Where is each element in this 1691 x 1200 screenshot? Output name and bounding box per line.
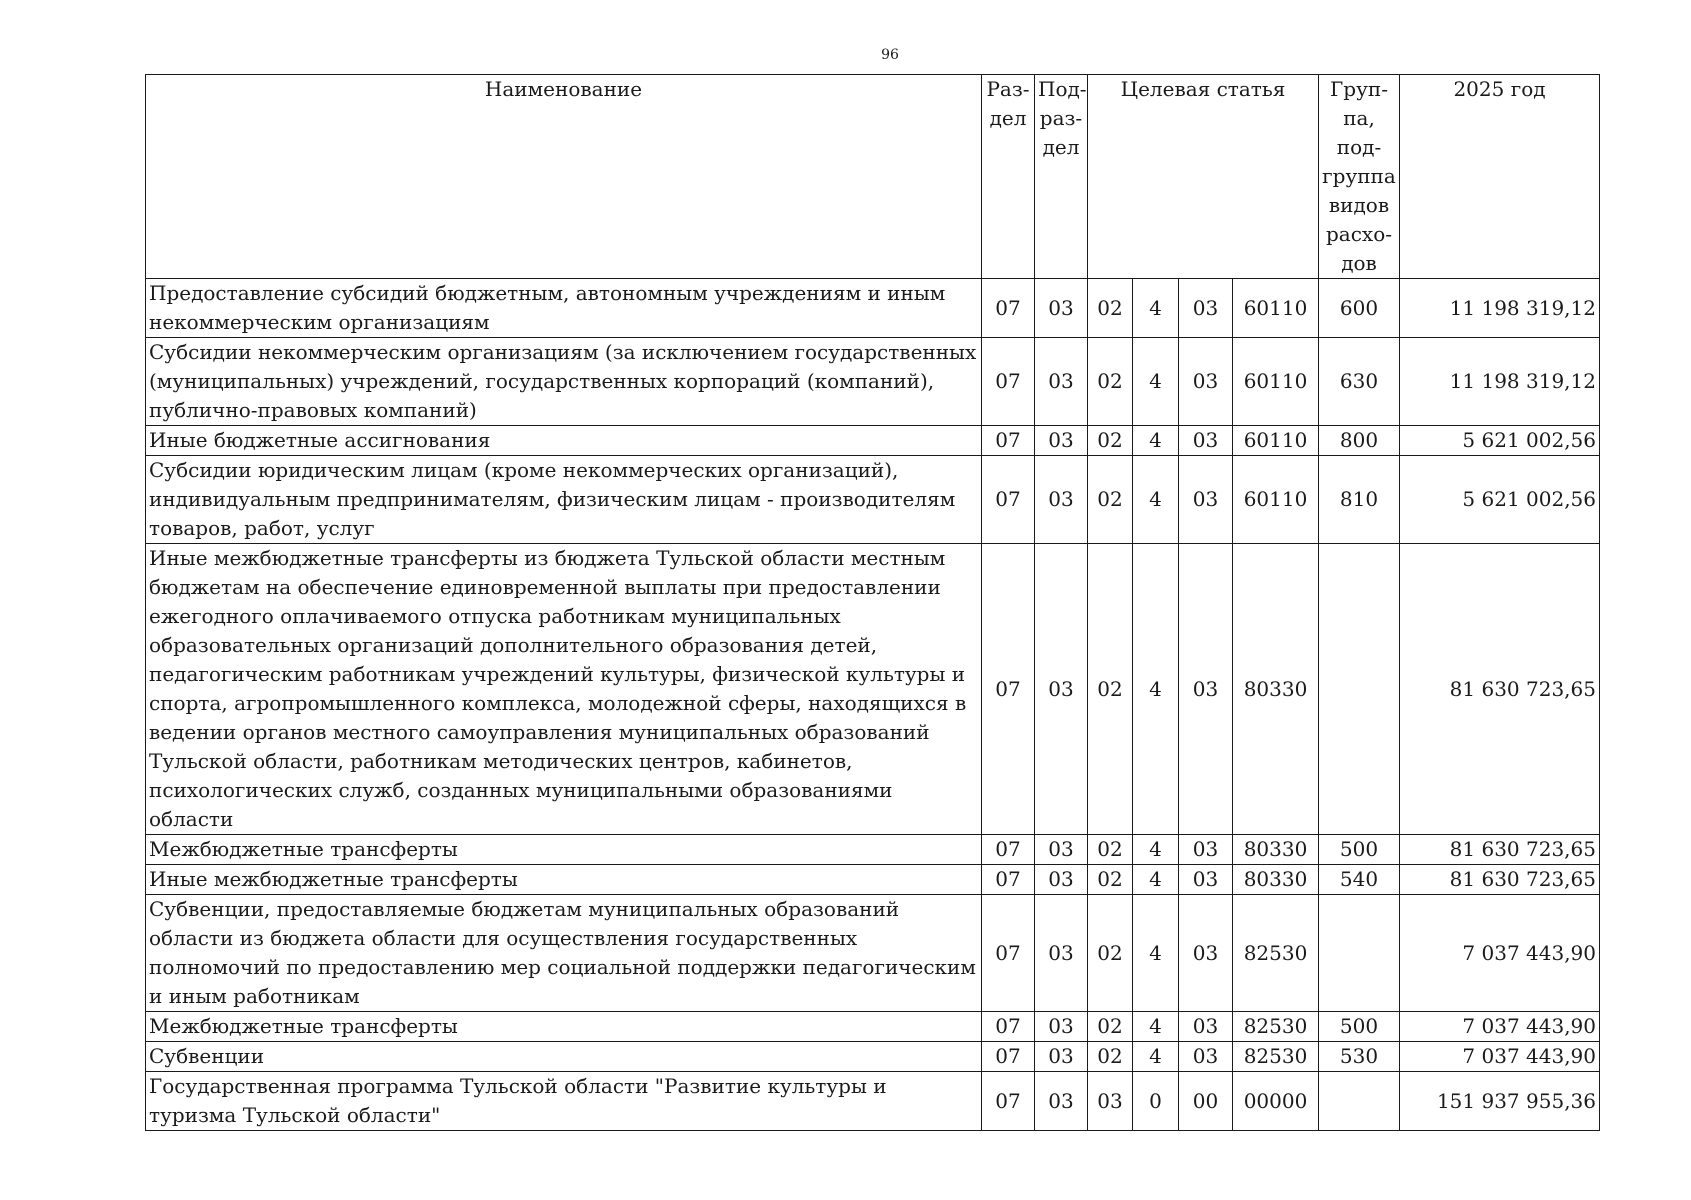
row-target-article-part-4: 82530 xyxy=(1233,1012,1319,1042)
row-target-article-part-2: 4 xyxy=(1133,1012,1179,1042)
row-name: Субвенции xyxy=(146,1042,982,1072)
row-target-article-part-4: 80330 xyxy=(1233,544,1319,835)
row-name: Межбюджетные трансферты xyxy=(146,1012,982,1042)
row-expense-group: 530 xyxy=(1319,1042,1400,1072)
row-target-article-part-4: 00000 xyxy=(1233,1072,1319,1131)
row-expense-group xyxy=(1319,895,1400,1012)
row-target-article-part-2: 4 xyxy=(1133,279,1179,338)
row-target-article-part-4: 60110 xyxy=(1233,338,1319,426)
table-body xyxy=(146,279,1600,1131)
row-name: Иные межбюджетные трансферты из бюджета Тульской области местным бюджетам на обеспечение единовременной выплаты при предоставлении ежегодного оплачиваемого отпуска работникам муниципальных образовательных организаций дополнительного образования детей, педагогическим работникам учреждений культуры, физической культуры и спорта, агропромышленного комплекса, молодежной сферы, находящихся в ведении органов местного самоуправления муниципальных образований Тульской области, работникам методических центров, кабинетов, психологических служб, созданных муниципальными образованиями области xyxy=(146,544,982,835)
table-row xyxy=(146,865,1600,895)
row-section: 07 xyxy=(982,279,1035,338)
row-expense-group: 500 xyxy=(1319,1012,1400,1042)
row-subsection: 03 xyxy=(1035,456,1088,544)
row-expense-group: 800 xyxy=(1319,426,1400,456)
row-target-article-part-3: 03 xyxy=(1179,835,1233,865)
row-subsection: 03 xyxy=(1035,895,1088,1012)
row-name: Предоставление субсидий бюджетным, автономным учреждениям и иным некоммерческим организациям xyxy=(146,279,982,338)
row-section: 07 xyxy=(982,1012,1035,1042)
row-target-article-part-1: 02 xyxy=(1088,1012,1133,1042)
row-target-article-part-2: 4 xyxy=(1133,456,1179,544)
row-target-article-part-2: 4 xyxy=(1133,835,1179,865)
header-name: Наименование xyxy=(146,75,982,279)
table-row xyxy=(146,1012,1600,1042)
row-subsection: 03 xyxy=(1035,338,1088,426)
row-section: 07 xyxy=(982,895,1035,1012)
row-target-article-part-4: 80330 xyxy=(1233,835,1319,865)
row-amount: 7 037 443,90 xyxy=(1400,1012,1600,1042)
table-row xyxy=(146,426,1600,456)
row-target-article-part-2: 4 xyxy=(1133,544,1179,835)
budget-table xyxy=(145,74,1600,1131)
row-target-article-part-3: 03 xyxy=(1179,279,1233,338)
row-target-article-part-1: 02 xyxy=(1088,279,1133,338)
header-expense-group: Груп- па, под- группа видов расхо- дов xyxy=(1319,75,1400,279)
row-target-article-part-4: 82530 xyxy=(1233,1042,1319,1072)
row-target-article-part-2: 4 xyxy=(1133,895,1179,1012)
row-target-article-part-1: 02 xyxy=(1088,426,1133,456)
row-subsection: 03 xyxy=(1035,835,1088,865)
table-row xyxy=(146,835,1600,865)
row-target-article-part-4: 82530 xyxy=(1233,895,1319,1012)
row-target-article-part-4: 60110 xyxy=(1233,456,1319,544)
row-amount: 81 630 723,65 xyxy=(1400,835,1600,865)
header-section: Раз- дел xyxy=(982,75,1035,279)
row-name: Государственная программа Тульской области "Развитие культуры и туризма Тульской области" xyxy=(146,1072,982,1131)
row-amount: 81 630 723,65 xyxy=(1400,865,1600,895)
row-target-article-part-3: 03 xyxy=(1179,865,1233,895)
row-section: 07 xyxy=(982,1072,1035,1131)
table-row xyxy=(146,895,1600,1012)
row-expense-group: 630 xyxy=(1319,338,1400,426)
row-target-article-part-1: 02 xyxy=(1088,544,1133,835)
table-row xyxy=(146,1072,1600,1131)
row-section: 07 xyxy=(982,1042,1035,1072)
row-target-article-part-2: 4 xyxy=(1133,865,1179,895)
header-row xyxy=(146,75,1600,279)
row-target-article-part-3: 03 xyxy=(1179,1012,1233,1042)
row-amount: 81 630 723,65 xyxy=(1400,544,1600,835)
row-amount: 11 198 319,12 xyxy=(1400,279,1600,338)
row-target-article-part-3: 03 xyxy=(1179,895,1233,1012)
table-row xyxy=(146,338,1600,426)
row-amount: 5 621 002,56 xyxy=(1400,456,1600,544)
row-target-article-part-3: 03 xyxy=(1179,456,1233,544)
row-subsection: 03 xyxy=(1035,1042,1088,1072)
row-name: Субсидии некоммерческим организациям (за исключением государственных (муниципальных) учреждений, государственных корпораций (компаний), публично-правовых компаний) xyxy=(146,338,982,426)
row-expense-group: 500 xyxy=(1319,835,1400,865)
header-subsection: Под- раз- дел xyxy=(1035,75,1088,279)
row-target-article-part-2: 0 xyxy=(1133,1072,1179,1131)
row-expense-group: 600 xyxy=(1319,279,1400,338)
table-row xyxy=(146,544,1600,835)
row-subsection: 03 xyxy=(1035,865,1088,895)
row-section: 07 xyxy=(982,338,1035,426)
row-expense-group xyxy=(1319,1072,1400,1131)
row-target-article-part-3: 03 xyxy=(1179,1042,1233,1072)
row-section: 07 xyxy=(982,865,1035,895)
row-target-article-part-3: 03 xyxy=(1179,426,1233,456)
row-expense-group: 540 xyxy=(1319,865,1400,895)
row-section: 07 xyxy=(982,456,1035,544)
row-target-article-part-1: 03 xyxy=(1088,1072,1133,1131)
row-target-article-part-4: 80330 xyxy=(1233,865,1319,895)
table-row xyxy=(146,456,1600,544)
row-target-article-part-3: 00 xyxy=(1179,1072,1233,1131)
row-target-article-part-1: 02 xyxy=(1088,1042,1133,1072)
row-target-article-part-3: 03 xyxy=(1179,544,1233,835)
header-target-article: Целевая статья xyxy=(1088,75,1319,279)
row-target-article-part-4: 60110 xyxy=(1233,426,1319,456)
row-subsection: 03 xyxy=(1035,1012,1088,1042)
row-amount: 5 621 002,56 xyxy=(1400,426,1600,456)
row-target-article-part-1: 02 xyxy=(1088,835,1133,865)
row-name: Иные межбюджетные трансферты xyxy=(146,865,982,895)
row-subsection: 03 xyxy=(1035,279,1088,338)
row-target-article-part-1: 02 xyxy=(1088,865,1133,895)
row-target-article-part-2: 4 xyxy=(1133,426,1179,456)
row-section: 07 xyxy=(982,426,1035,456)
row-subsection: 03 xyxy=(1035,544,1088,835)
row-name: Субсидии юридическим лицам (кроме некоммерческих организаций), индивидуальным предпринимателям, физическим лицам - производителям товаров, работ, услуг xyxy=(146,456,982,544)
row-amount: 151 937 955,36 xyxy=(1400,1072,1600,1131)
row-section: 07 xyxy=(982,544,1035,835)
header-year: 2025 год xyxy=(1400,75,1600,279)
row-expense-group xyxy=(1319,544,1400,835)
row-target-article-part-3: 03 xyxy=(1179,338,1233,426)
row-amount: 11 198 319,12 xyxy=(1400,338,1600,426)
row-name: Иные бюджетные ассигнования xyxy=(146,426,982,456)
row-target-article-part-2: 4 xyxy=(1133,1042,1179,1072)
row-amount: 7 037 443,90 xyxy=(1400,895,1600,1012)
row-name: Межбюджетные трансферты xyxy=(146,835,982,865)
row-target-article-part-1: 02 xyxy=(1088,895,1133,1012)
page-number: 96 xyxy=(881,47,899,63)
row-target-article-part-1: 02 xyxy=(1088,338,1133,426)
row-subsection: 03 xyxy=(1035,1072,1088,1131)
row-section: 07 xyxy=(982,835,1035,865)
row-target-article-part-2: 4 xyxy=(1133,338,1179,426)
row-amount: 7 037 443,90 xyxy=(1400,1042,1600,1072)
row-subsection: 03 xyxy=(1035,426,1088,456)
row-name: Субвенции, предоставляемые бюджетам муниципальных образований области из бюджета области для осуществления государственных полномочий по предоставлению мер социальной поддержки педагогическим и иным работникам xyxy=(146,895,982,1012)
table-row xyxy=(146,279,1600,338)
table-row xyxy=(146,1042,1600,1072)
row-target-article-part-1: 02 xyxy=(1088,456,1133,544)
row-target-article-part-4: 60110 xyxy=(1233,279,1319,338)
row-expense-group: 810 xyxy=(1319,456,1400,544)
